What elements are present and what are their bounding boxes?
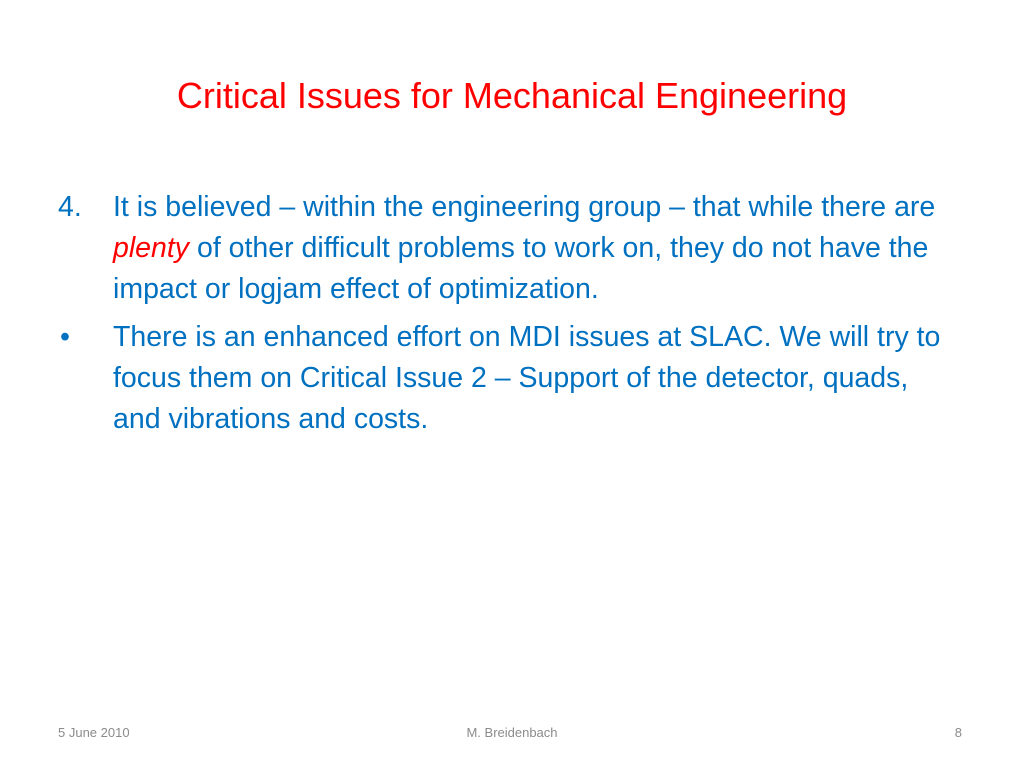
list-item-numbered — [58, 187, 958, 310]
slide-title: Critical Issues for Mechanical Engineering — [176, 75, 848, 116]
list-item-bullet — [58, 317, 958, 440]
footer-author: M. Breidenbach — [466, 725, 558, 740]
list-item-text-after: of other difficult problems to work on, they do not have the impact or logjam effect of optimization. — [113, 232, 929, 305]
emphasis-text: plenty — [113, 232, 190, 264]
footer-date: 5 June 2010 — [58, 725, 130, 740]
footer-page-number: 8 — [954, 725, 962, 740]
list-item-text: There is an enhanced effort on MDI issues at SLAC. We will try to focus them on Critical Issue 2 – Support of the detector, quads, and vibrations and costs. — [113, 321, 941, 435]
list-number: 4. — [58, 191, 82, 223]
bullet-icon: • — [60, 321, 70, 353]
list-item-text-before: It is believed – within the engineering group – that while there are — [113, 191, 936, 223]
slide-body — [58, 187, 958, 447]
